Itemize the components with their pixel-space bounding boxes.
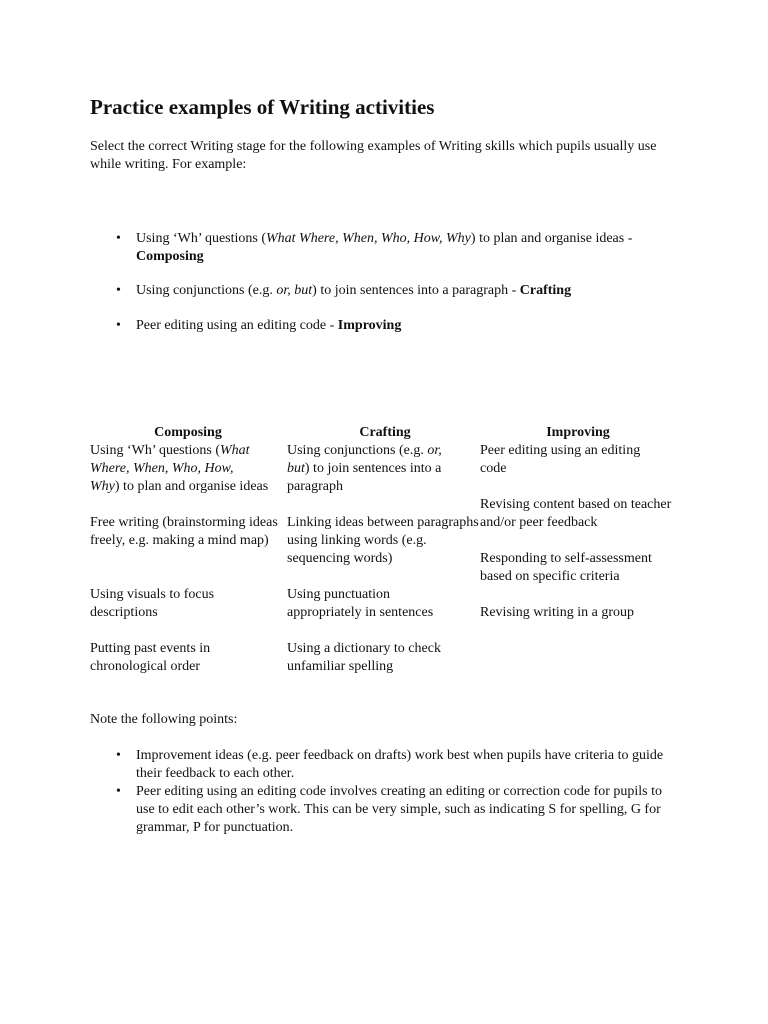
bullet-icon: • <box>116 318 121 333</box>
table-cell: Using ‘Wh’ questions (What Where, When, Who, How, Why) to plan and organise ideas <box>90 443 269 494</box>
stage-label: Composing <box>136 249 204 264</box>
example-list <box>90 230 690 351</box>
table-cell: Peer editing using an editing code <box>480 443 641 476</box>
table-cell: Using punctuation appropriately in sentences <box>287 587 434 620</box>
note-list <box>90 747 680 837</box>
column-heading: Composing <box>154 425 222 440</box>
note-heading: Note the following points: <box>90 712 238 727</box>
bullet-icon: • <box>116 748 121 763</box>
bullet-icon: • <box>116 231 121 246</box>
list-item: • Peer editing using an editing code involves creating an editing or correction code for pupils to use to edit each other’s work. This can be very simple, such as indicating S for spelling, G for grammar, P for punctuation. <box>116 784 663 835</box>
table-cell: Using conjunctions (e.g. or, but) to join sentences into a paragraph <box>287 443 442 494</box>
table-cell: Putting past events in chronological order <box>90 641 211 674</box>
intro-paragraph: Select the correct Writing stage for the following examples of Writing skills which pupils usually use while writing. For example: <box>90 139 657 172</box>
stage-label: Improving <box>337 318 402 333</box>
crafting-column <box>287 424 483 674</box>
table-cell: Revising content based on teacher and/or peer feedback <box>480 497 672 530</box>
list-item: • Using ‘Wh’ questions (What Where, When, Who, How, Why) to plan and organise ideas - Composing <box>116 231 633 264</box>
table-cell: Free writing (brainstorming ideas freely, e.g. making a mind map) <box>90 515 278 548</box>
list-item: • Peer editing using an editing code - Improving <box>116 318 402 333</box>
table-cell: Linking ideas between paragraphs using linking words (e.g. sequencing words) <box>287 515 479 566</box>
table-cell: Using a dictionary to check unfamiliar spelling <box>287 641 441 674</box>
bullet-icon: • <box>116 784 121 799</box>
page-title: Practice examples of Writing activities <box>90 95 435 119</box>
column-heading: Improving <box>546 425 610 440</box>
table-cell: Revising writing in a group <box>480 605 634 620</box>
composing-column <box>90 424 286 674</box>
bullet-icon: • <box>116 283 121 298</box>
improving-column <box>480 424 676 620</box>
list-item: • Improvement ideas (e.g. peer feedback on drafts) work best when pupils have criteria to guide their feedback to each other. <box>116 748 664 781</box>
stage-label: Crafting <box>519 283 572 298</box>
table-cell: Responding to self-assessment based on specific criteria <box>480 551 652 584</box>
list-item: • Using conjunctions (e.g. or, but) to join sentences into a paragraph - Crafting <box>116 283 572 298</box>
column-heading: Crafting <box>359 425 411 440</box>
table-cell: Using visuals to focus descriptions <box>90 587 215 620</box>
